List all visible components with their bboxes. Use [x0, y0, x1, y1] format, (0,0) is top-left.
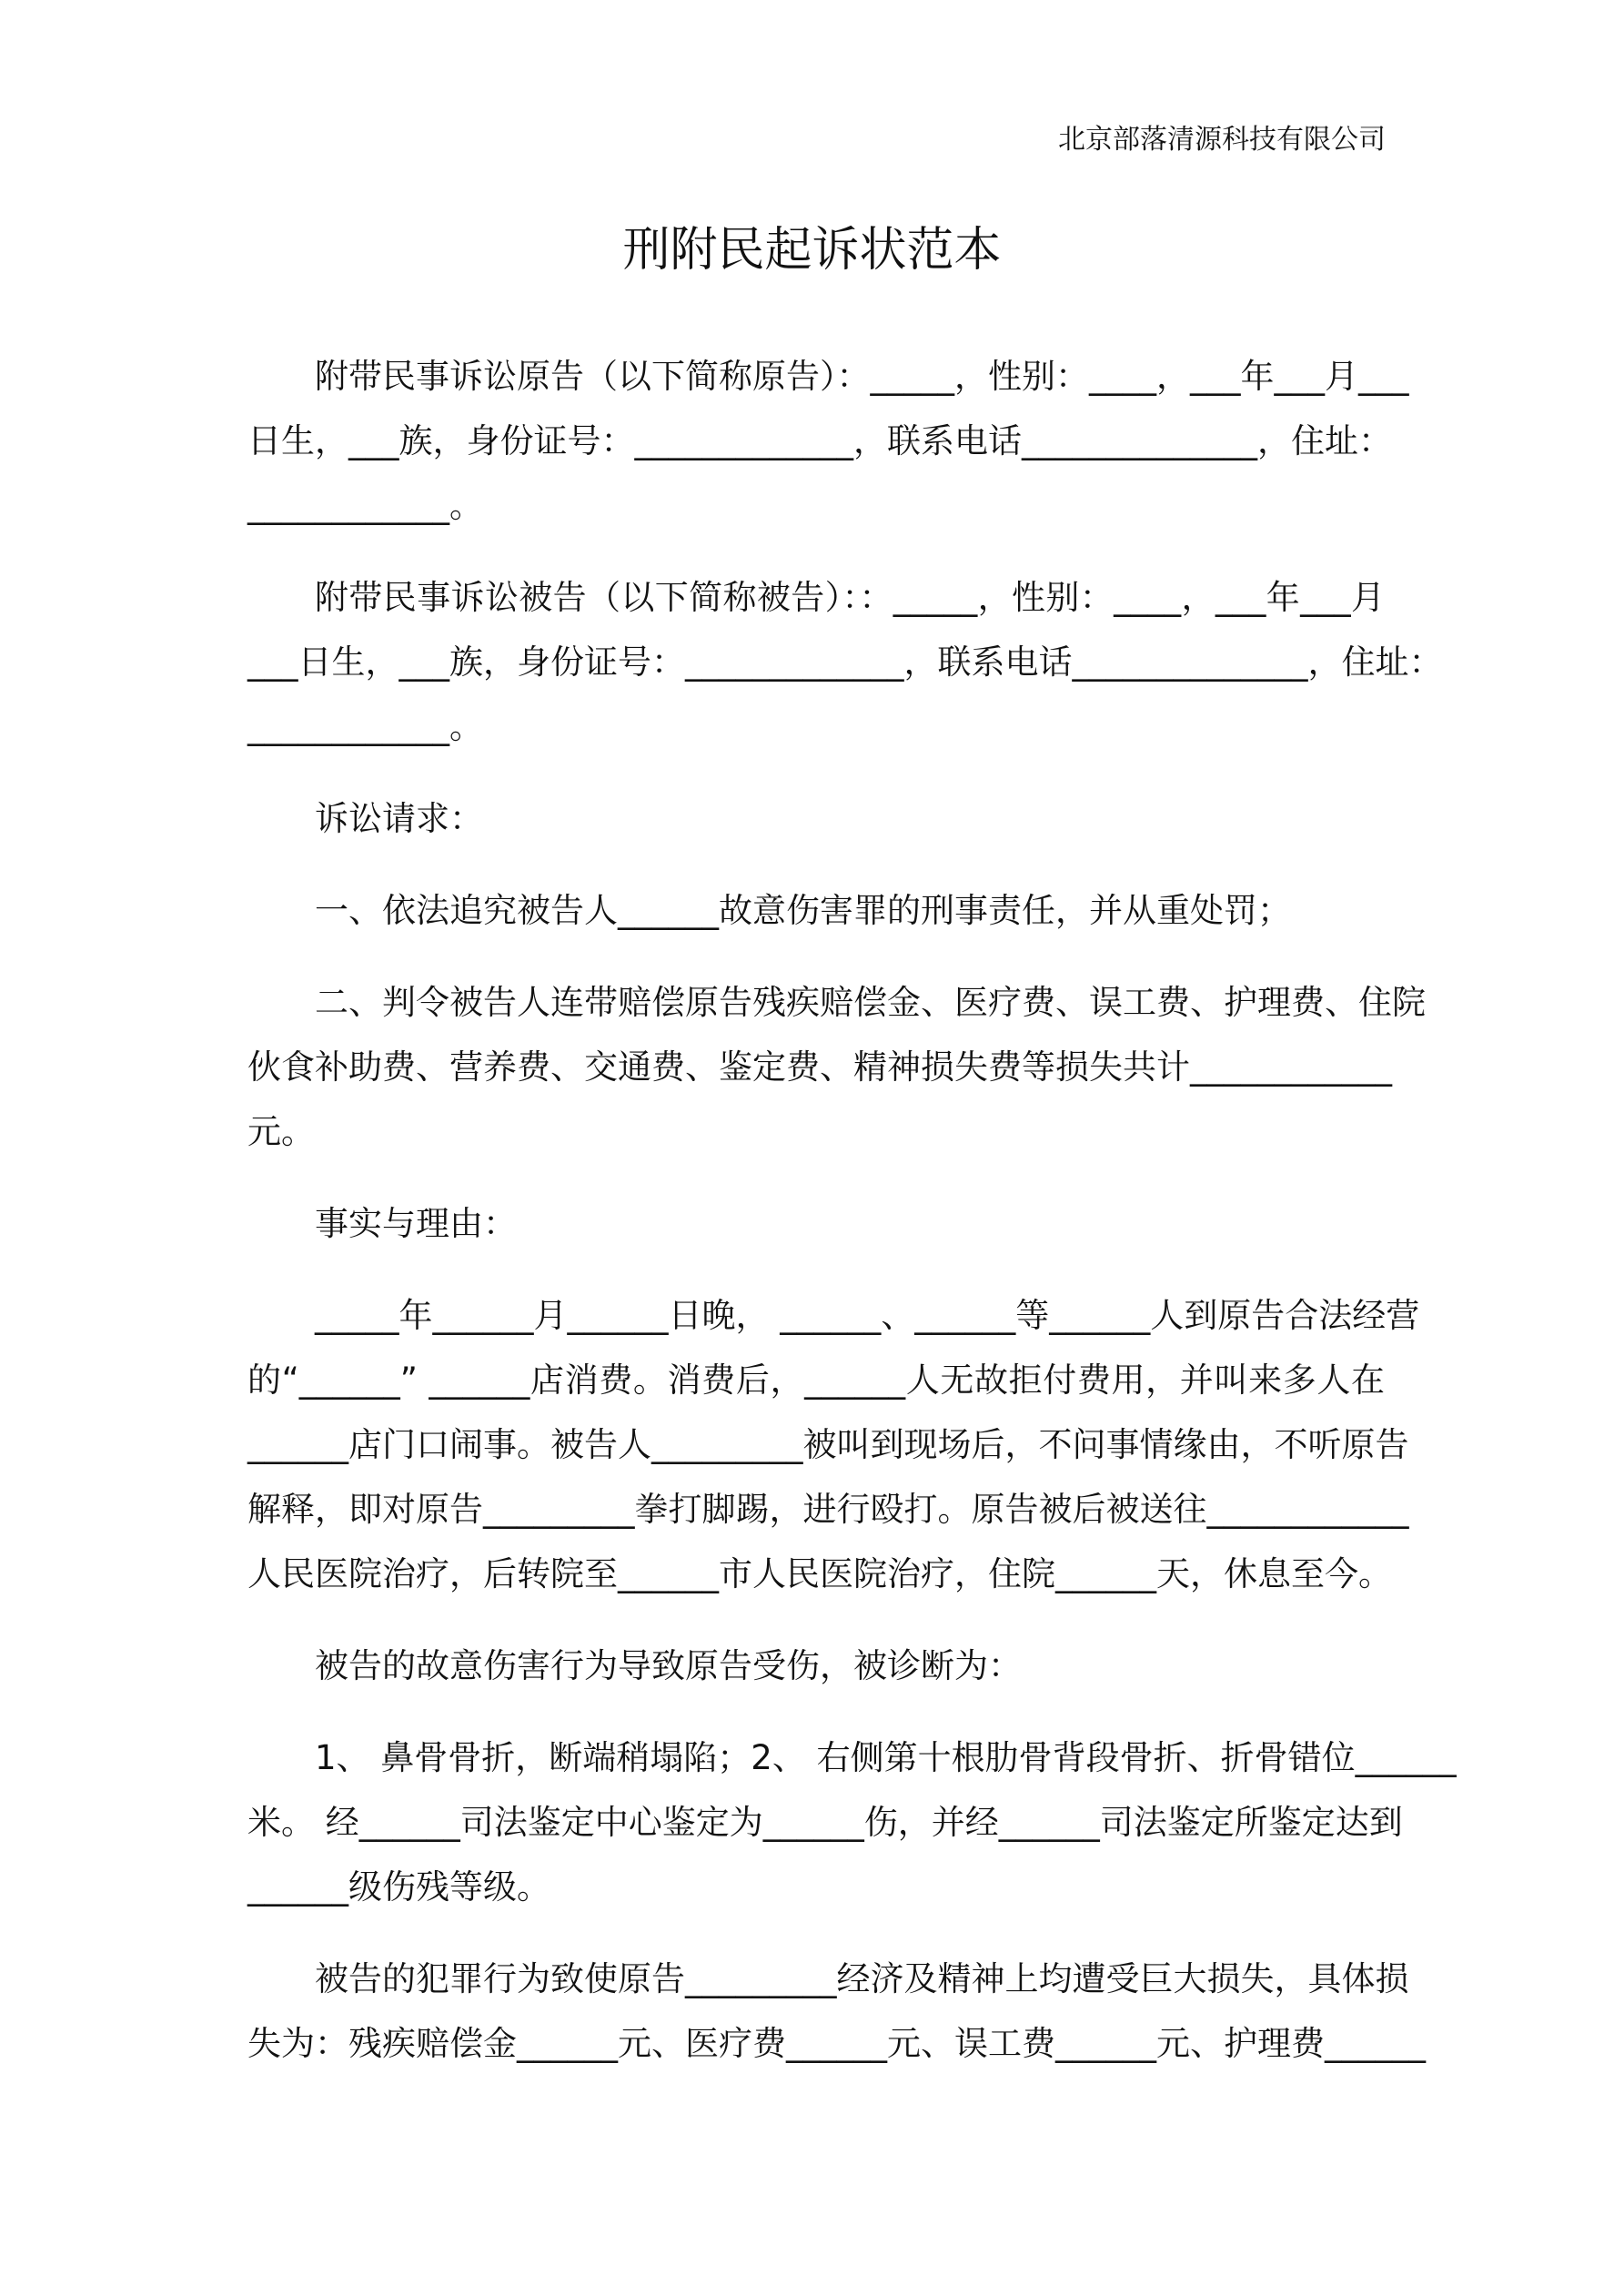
text-line: 附带民事诉讼原告（以下简称原告）：_____，性别：____，___年___月___ — [315, 357, 1409, 396]
text-line: 元。 — [247, 1112, 315, 1151]
paragraph — [247, 1633, 1385, 1698]
document-body — [247, 344, 1457, 2103]
text-line: 诉讼请求： — [315, 799, 483, 838]
paragraph — [247, 1725, 1457, 1919]
text-line: 附带民事诉讼被告（以下简称被告）：：_____，性别：____，___年___月 — [315, 578, 1385, 617]
paragraph — [247, 878, 1385, 943]
text-line: 日生，___族，身份证号：_____________，联系电话______________，住址： — [247, 421, 1392, 460]
paragraph — [247, 970, 1426, 1164]
text-line: ______店门口闹事。被告人_________被叫到现场后，不问事情缘由，不听原告 — [247, 1425, 1409, 1464]
document-title: 刑附民起诉状范本 — [622, 223, 1002, 278]
paragraph — [247, 1947, 1426, 2076]
paragraph — [247, 1191, 1385, 1256]
text-line: 的“______” ______店消费。消费后，______人无故拒付费用，并叫来多人在 — [247, 1360, 1385, 1400]
text-line: 伙食补助费、营养费、交通费、鉴定费、精神损失费等损失共计____________ — [247, 1047, 1392, 1087]
text-line: 1、 鼻骨骨折，断端稍塌陷；2、 右侧第十根肋骨背段骨折、折骨错位______ — [315, 1738, 1457, 1777]
text-line: 一、依法追究被告人______故意伤害罪的刑事责任，并从重处罚； — [315, 891, 1291, 930]
paragraph — [247, 344, 1409, 538]
text-line: ______级伤残等级。 — [247, 1867, 550, 1907]
text-line: 人民医院治疗，后转院至______市人民医院治疗，住院______天，休息至今。 — [247, 1554, 1392, 1593]
paragraph — [247, 1283, 1420, 1606]
text-line: ___日生，___族，身份证号：_____________，联系电话______________，住址： — [247, 642, 1443, 682]
text-line: ____________。 — [247, 486, 483, 525]
text-line: 米。 经______司法鉴定中心鉴定为______伤，并经______司法鉴定所鉴定达到 — [247, 1803, 1403, 1842]
paragraph — [247, 565, 1443, 759]
text-line: 解释，即对原告_________拳打脚踢，进行殴打。原告被后被送往____________ — [247, 1490, 1409, 1529]
paragraph — [247, 786, 1385, 851]
text-line: 二、判令被告人连带赔偿原告残疾赔偿金、医疗费、误工费、护理费、住院 — [315, 983, 1426, 1022]
text-line: 事实与理由： — [315, 1204, 517, 1243]
text-line: ____________。 — [247, 707, 483, 746]
text-line: 被告的故意伤害行为导致原告受伤，被诊断为： — [315, 1646, 1022, 1685]
text-line: 失为：残疾赔偿金______元、医疗费______元、误工费______元、护理费______ — [247, 2024, 1426, 2063]
text-line: _____年______月______日晚， ______、______等______人到原告合法经营 — [315, 1296, 1420, 1335]
text-line: 被告的犯罪行为致使原告_________经济及精神上均遭受巨大损失，具体损 — [315, 1959, 1409, 1998]
company-name: 北京部落清源科技有限公司 — [1058, 124, 1386, 156]
